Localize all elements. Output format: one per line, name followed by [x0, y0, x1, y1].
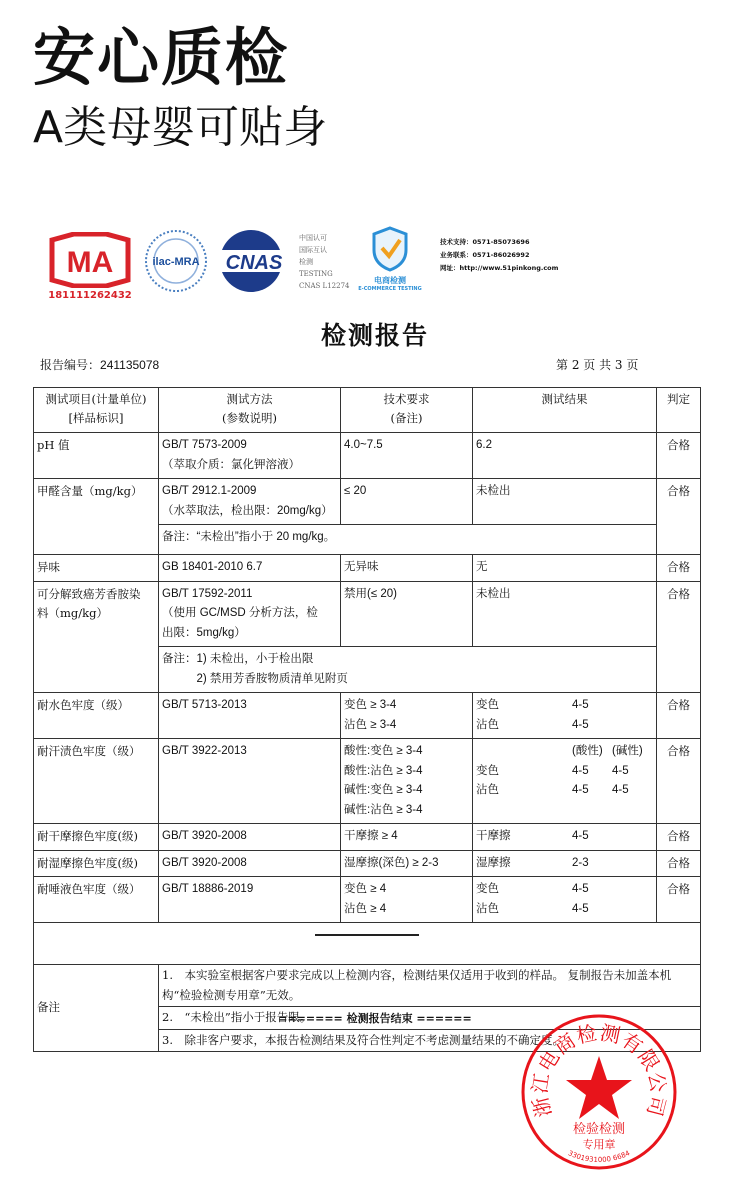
result-value: 4-5 [572, 699, 589, 711]
verdict: 合格 [657, 581, 701, 693]
stamp-purpose-1: 检验检测 [572, 1122, 626, 1137]
cnas-logo-text: CNAS [225, 252, 283, 274]
test-method [159, 877, 341, 923]
test-result [473, 555, 657, 582]
remark-item: 1. 本实验室根据客户要求完成以上检测内容，检测结果仅适用于收到的样品。 复制报告未加盖本机构“检验检测专用章”无效。 [162, 968, 672, 1002]
result-label: 沾色 [476, 718, 499, 731]
text-line: 2) 禁用芳香胺物质清单见附页 [162, 672, 348, 685]
text-line: 4.0~7.5 [344, 439, 383, 451]
requirement [341, 433, 473, 479]
verdict: 合格 [657, 433, 701, 479]
result-label: 干摩擦 [476, 830, 511, 842]
text-line: ≤ 20 [344, 485, 367, 497]
result-label: 6.2 [476, 439, 492, 451]
result-label: 变色 [476, 764, 499, 777]
result-value: 4-5 [572, 902, 589, 915]
row-note [159, 647, 657, 693]
table-row [34, 850, 701, 877]
text-line: 酸性:沾色 ≥ 3-4 [344, 764, 423, 777]
page-info: 第 2 页 共 3 页 [556, 358, 639, 372]
test-result [473, 693, 657, 739]
report-number-label: 报告编号： [40, 358, 101, 372]
text-line: 无异味 [344, 561, 379, 573]
verdict: 合格 [657, 479, 701, 555]
verdict: 合格 [657, 850, 701, 877]
text-line: (备注) [390, 411, 423, 425]
test-result [473, 877, 657, 923]
text-line: 耐唾液色牢度（级） [37, 882, 141, 896]
text-line: pH 值 [37, 438, 70, 452]
result-label: 沾色 [476, 784, 499, 796]
text-line: 异味 [37, 560, 60, 574]
test-result [473, 739, 657, 824]
text-line: GB/T 7573-2009 [162, 439, 247, 451]
divider [315, 934, 419, 936]
test-result [473, 850, 657, 877]
test-item [34, 555, 159, 582]
verdict: 合格 [657, 555, 701, 582]
text-line: 料（mg/kg） [37, 606, 108, 620]
text-line: （水萃取法，检出限：20mg/kg） [162, 504, 333, 517]
requirement [341, 877, 473, 923]
test-method [159, 555, 341, 582]
shield-check-icon [370, 226, 410, 272]
text-line: 湿摩擦(深色) ≥ 2-3 [344, 856, 439, 869]
text-line: 甲醛含量（mg/kg） [37, 484, 143, 498]
test-method [159, 433, 341, 479]
test-item [34, 693, 159, 739]
table-row [34, 877, 701, 923]
text-line: 出限：5mg/kg） [162, 626, 246, 639]
result-value: (碱性) [612, 745, 643, 757]
remark-item: 2. “未检出”指小于报告限。 [159, 1006, 700, 1029]
stamp-purpose-2: 专用章 [582, 1138, 616, 1151]
result-value: 4-5 [612, 784, 629, 796]
cnas-desc-line: CNAS L12274 [299, 282, 350, 290]
remarks-label: 备注 [34, 965, 159, 1052]
test-result [473, 433, 657, 479]
text-line: GB/T 3920-2008 [162, 856, 247, 869]
text-line: GB/T 3920-2008 [162, 830, 247, 842]
column-header [473, 388, 657, 433]
test-item [34, 581, 159, 693]
result-line [476, 900, 653, 920]
result-line [476, 585, 653, 605]
text-line: 碱性:沾色 ≥ 3-4 [344, 803, 423, 816]
requirement [341, 555, 473, 582]
result-line [476, 854, 653, 874]
result-line [476, 716, 653, 736]
text-line: 耐干摩擦色牢度(级) [37, 829, 138, 843]
test-item [34, 739, 159, 824]
text-line: 酸性:变色 ≥ 3-4 [344, 745, 423, 757]
text-line: 碱性:变色 ≥ 3-4 [344, 784, 423, 796]
requirement [341, 739, 473, 824]
row-note [159, 525, 657, 555]
result-value: 4-5 [572, 764, 589, 777]
report-number-value: 241135078 [100, 358, 160, 372]
result-line [476, 880, 653, 900]
stamp-code: 3301931000 6684 [566, 1149, 632, 1165]
text-line: 备注：1) 未检出，小于检出限 [162, 653, 314, 665]
official-stamp [519, 1012, 679, 1172]
test-method [159, 479, 341, 525]
verdict: 合格 [657, 739, 701, 824]
cma-number: 181111262432 [48, 290, 132, 301]
result-line [476, 742, 653, 762]
test-result [473, 824, 657, 851]
result-line [476, 436, 653, 456]
text-line: （使用 GC/MSD 分析方法，检 [162, 607, 318, 619]
cma-logo [44, 232, 136, 302]
column-header [34, 388, 159, 433]
text-line: 变色 ≥ 4 [344, 883, 387, 895]
test-item [34, 479, 159, 555]
cma-logo-text: MA [66, 246, 114, 279]
table-row [34, 693, 701, 739]
result-value: 4-5 [572, 883, 589, 895]
text-line: 干摩擦 ≥ 4 [344, 830, 398, 842]
text-line: GB/T 2912.1-2009 [162, 485, 257, 497]
result-line [476, 696, 653, 716]
text-line: [样品标识] [68, 411, 124, 425]
text-line: 沾色 ≥ 3-4 [344, 718, 397, 731]
test-item [34, 850, 159, 877]
text-line: 禁用(≤ 20) [344, 587, 397, 600]
result-label: 无 [476, 561, 488, 573]
text-line: GB 18401-2010 6.7 [162, 561, 263, 573]
test-method [159, 739, 341, 824]
verdict: 合格 [657, 877, 701, 923]
result-label: 未检出 [476, 485, 511, 497]
result-label: 变色 [476, 699, 499, 711]
test-item [34, 877, 159, 923]
test-item [34, 824, 159, 851]
blank-cell [34, 923, 701, 965]
table-row [34, 433, 701, 479]
text-line: 沾色 ≥ 4 [344, 902, 387, 915]
star-icon [566, 1056, 632, 1119]
text-line: 耐汗渍色牢度（级） [37, 744, 141, 758]
text-line: 耐湿摩擦色牢度(级) [37, 855, 138, 870]
text-line: 技术要求 [383, 392, 430, 406]
requirement [341, 693, 473, 739]
cnas-desc-line: 国际互认 [299, 246, 327, 254]
report-number [40, 356, 159, 373]
text-line: 备注：“未检出”指小于 20 mg/kg。 [162, 531, 336, 543]
contact-line: 网址：http://www.51pinkong.com [440, 264, 559, 272]
result-value: 2-3 [572, 856, 589, 869]
blank-row [34, 923, 701, 965]
result-value: 4-5 [572, 784, 589, 796]
column-header [341, 388, 473, 433]
requirement [341, 581, 473, 647]
report-title: 检测报告 [320, 321, 429, 350]
ilac-logo-text: ilac-MRA [152, 256, 200, 268]
stamp-company-name: 浙江电商检测有限公司 [527, 1020, 671, 1120]
result-value: 4-5 [572, 830, 589, 842]
text-line: 判定 [667, 392, 690, 406]
text-line: （萃取介质：氯化钾溶液） [162, 458, 300, 471]
requirement [341, 850, 473, 877]
result-line [476, 781, 653, 801]
cnas-desc-line: 中国认可 [299, 234, 327, 242]
cnas-logo [215, 228, 293, 294]
table-row [34, 479, 701, 525]
table-row [34, 824, 701, 851]
table-row [34, 555, 701, 582]
table-row [34, 739, 701, 824]
contact-line: 业务联系：0571-86026992 [440, 251, 530, 259]
result-line [476, 762, 653, 782]
test-item [34, 433, 159, 479]
contact-line: 技术支持：0571-85073696 [440, 238, 530, 246]
contact-info [440, 236, 558, 275]
cnas-desc-line: 检测 [299, 258, 313, 266]
result-label: 沾色 [476, 902, 499, 915]
text-line: 测试方法 [226, 392, 273, 406]
cnas-desc-line: TESTING [299, 270, 333, 278]
page-subheading: A类母婴可贴身 [33, 102, 328, 153]
remark-item: 3. 除非客户要求，本报告检测结果及符合性判定不考虑测量结果的不确定度。 [159, 1029, 700, 1052]
result-label: 湿摩擦 [476, 856, 511, 869]
test-method [159, 693, 341, 739]
header-row [34, 388, 701, 433]
result-label: 未检出 [476, 587, 511, 600]
text-line: (参数说明) [222, 411, 277, 425]
text-line: 可分解致癌芳香胺染 [37, 586, 141, 601]
column-header [657, 388, 701, 433]
text-line: 变色 ≥ 3-4 [344, 699, 397, 711]
test-method [159, 850, 341, 877]
text-line: 耐水色牢度（级） [37, 698, 129, 712]
ecommerce-logo-cn: 电商检测 [374, 276, 406, 285]
ilac-mra-logo [143, 228, 209, 294]
text-line: GB/T 18886-2019 [162, 883, 254, 895]
report-end-marker: ======= 检测报告结束 ====== [278, 1012, 472, 1025]
page-heading: 安心质检 [33, 21, 290, 94]
test-result [473, 581, 657, 647]
column-header [159, 388, 341, 433]
result-line [476, 482, 653, 502]
result-value: (酸性) [572, 745, 603, 757]
text-line: GB/T 17592-2011 [162, 587, 253, 600]
text-line: 测试项目(计量单位) [45, 392, 147, 406]
verdict: 合格 [657, 824, 701, 851]
ecommerce-logo-en: E-COMMERCE TESTING [358, 286, 422, 292]
text-line: 测试结果 [541, 392, 588, 406]
result-line [476, 827, 653, 847]
text-line: GB/T 3922-2013 [162, 745, 247, 757]
result-value: 4-5 [612, 764, 629, 777]
table-row [34, 581, 701, 647]
ecommerce-testing-logo [352, 226, 428, 296]
verdict: 合格 [657, 693, 701, 739]
test-results-table [33, 387, 701, 1052]
result-label: 变色 [476, 883, 499, 895]
text-line: GB/T 5713-2013 [162, 699, 247, 711]
result-line [476, 558, 653, 578]
requirement [341, 824, 473, 851]
requirement [341, 479, 473, 525]
result-value: 4-5 [572, 718, 589, 731]
test-method [159, 581, 341, 647]
test-method [159, 824, 341, 851]
cnas-description [299, 232, 349, 292]
test-result [473, 479, 657, 525]
